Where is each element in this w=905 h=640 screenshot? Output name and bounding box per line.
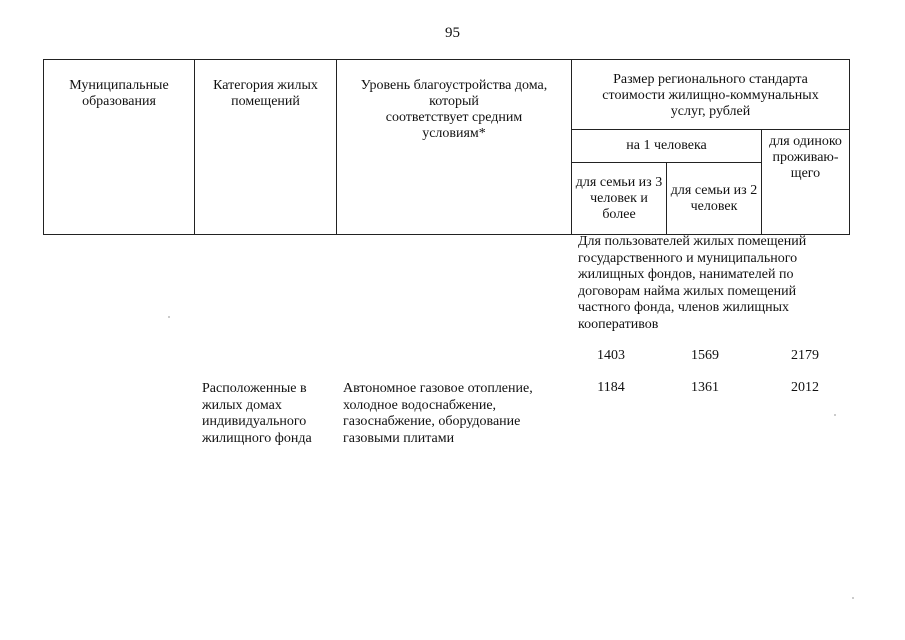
header-family-3-plus: для семьи из 3 человек и более [572, 163, 667, 235]
value-family-2: 1361 [691, 380, 719, 395]
header-level: Уровень благоустройства дома, который соответствует средним условиям* [337, 60, 572, 235]
header-family-2: для семьи из 2 человек [667, 163, 762, 235]
category-cell: Расположенные в жилых домах индивидуального жилищного фонда [202, 381, 312, 446]
header-per-person: на 1 человека [572, 130, 762, 163]
group-note: Для пользователей жилых помещений государственного и муниципального жилищных фондов, нанимателей по договорам найма жилых помещений частного фонда, членов жилищных кооперативов [578, 234, 807, 332]
header-single: для одиноко проживаю-щего [762, 130, 850, 235]
value-single: 2012 [791, 380, 819, 395]
header-standard: Размер регионального стандарта стоимости жилищно-коммунальных услуг, рублей [572, 60, 850, 130]
scan-speck [168, 316, 170, 318]
header-category: Категория жилых помещений [195, 60, 337, 235]
value-family-3-plus: 1184 [597, 380, 625, 395]
value-family-3-plus: 1403 [597, 348, 625, 363]
scan-speck [852, 597, 854, 599]
level-cell: Автономное газовое отопление, холодное водоснабжение, газоснабжение, оборудование газовыми плитами [343, 381, 533, 446]
scan-speck [834, 414, 836, 416]
header-municipalities: Муниципальные образования [44, 60, 195, 235]
value-single: 2179 [791, 348, 819, 363]
header-table [43, 59, 850, 235]
value-family-2: 1569 [691, 348, 719, 363]
page-number: 95 [445, 25, 460, 41]
